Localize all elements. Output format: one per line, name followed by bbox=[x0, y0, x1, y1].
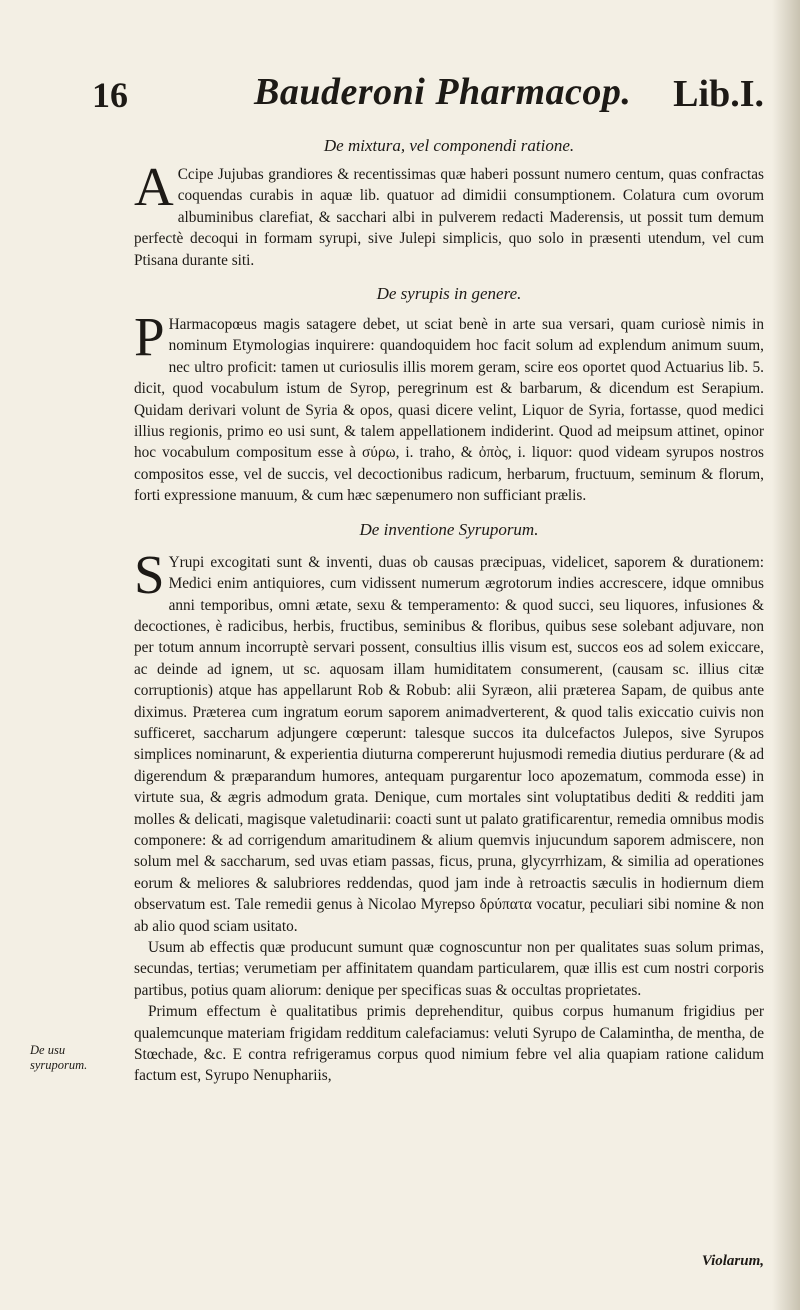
page-edge-shadow bbox=[772, 0, 800, 1310]
section-heading-mixtura: De mixtura, vel componendi ratione. bbox=[323, 136, 575, 155]
chapter-label: Lib.I. bbox=[673, 73, 764, 115]
drop-cap: P bbox=[134, 306, 165, 368]
text-body bbox=[134, 134, 764, 1087]
paragraph-syrupis bbox=[134, 306, 764, 507]
paragraph-text: Yrupi excogitati sunt & inventi, duas ob causas præcipuas, videlicet, saporem & durationem: Medici enim antiquiores, cum vidissent numerum ægrotorum indies accrescere, idque omnibus anni temporibus, omni ætate, sexu & temperamento: & quod succi, seu liquores, infusiones & decoctiones, è radicibus, herbis, fructibus, seminibus & floribus, quibus sese solebant adjuvare, non per totum annum incorruptè servari possent, consultius illis visum est, succos eos ad solem exiccare, ac deinde ad ignem, ut sc. aquosam illam humiditatem consumerent, (causam sc. illius citæ corruptionis) atque has appellarunt Rob & Robub: alii Syræon, alii præterea Sapam, de quibus ante diximus. Præterea cum ingratum eorum saporem animadverterent, & quod talis exiccatio cuivis non sufficeret, saccharum adjungere cœperunt: talesque succos ita dulcefactos Julepos, sive Syrupos simplices nominarunt, & experientia diuturna compererunt hujusmodi remedia diutius perdurare (& ad digerendum & præparandum humores, antequam purgarentur loco apozematum, commoda esse) in virtute sua, & ægris admodum grata. Denique, cum mortales sint voluptatibus dediti & redditi jam molles & delicati, magisque valetudinarii: coacti sunt ut palato gratificarentur, remedia omnibus modis componere: & ad corrigendum amaritudinem & alium quemvis injucundum saporem admiscere, non solum mel & saccharum, sed uvas etiam passas, ficus, pruna, glycyrrhizam, & similia ad operationes eorum & meliores & salubriores reddendas, quod jam inde à retroactis sæculis in hodiernum diem observatum est. Tale remedii genus à Nicolao Myrepso δρύπατα vocatur, peculiari sibi nomine & non ab alio quod sciam usitato. bbox=[134, 553, 764, 935]
paragraph-text: Harmacopœus magis satagere debet, ut sciat benè in arte sua versari, quam curiosè nimis in nominum Etymologias inquirere: quandoquidem hoc facit solum ad explendum animum suum, nec ultro proficit: tamen ut curiosulis illis morem geram, scire eos oportet quod Actuarius lib. 5. dicit, quod vocabulum istum de Syrop, peregrinum est & barbarum, & dicendum est Serapium. Quidam derivari volunt de Syria & opos, quasi dicere velint, Liquor de Syria, fortasse, quod medici illius regionis, primo eo usi sunt, & talem appellationem indiderint. Quod ad meipsum attinet, opinor hoc vocabulum compositum esse à σύρω, i. traho, & ὀπὸς, i. liquor: quod videam syrupos nostros compositos esse, vel de succis, vel decoctionibus radicum, herbarum, fructuum, seminum & florum, forti expressione manuum, & cum hæc sæpenumero non sufficiant prælis. bbox=[134, 316, 764, 505]
page-number: 16 bbox=[92, 75, 128, 115]
section-heading-syrupis: De syrupis in genere. bbox=[376, 284, 522, 304]
running-title: Bauderoni Pharmacop. bbox=[254, 71, 632, 113]
paragraph-inventione bbox=[134, 543, 764, 937]
paragraph-mixtura bbox=[134, 156, 764, 271]
page-header bbox=[92, 70, 764, 122]
section-heading-inventione: De inventione Syruporum. bbox=[359, 519, 539, 539]
paragraph-usum: Usum ab effectis quæ producunt sumunt quæ cognoscuntur non per qualitates suas solum primas, secundas, tertias; verumetiam per affinitatem quandam particularem, quæ illis est cum nostri corporis partibus, potius quam aliorum: denique per specificas suas & occultas proprietates. bbox=[134, 939, 764, 999]
drop-cap: A bbox=[134, 156, 174, 217]
paragraph-primum: Primum effectum è qualitatibus primis deprehenditur, quibus corpus humanum frigidius per qualemcunque materiam frigidam redditum calefaciamus: veluti Syrupo de Calamintha, de mentha, de Stœchade, &c. E contra refrigeramus corpus quod nimium febre vel alia quapiam ratione calidum factum est, Syrupo Nenuphariis, bbox=[134, 1003, 764, 1085]
drop-cap: S bbox=[134, 543, 165, 605]
margin-note: De usu syruporum. bbox=[30, 1043, 88, 1072]
catchword: Violarum, bbox=[701, 1253, 764, 1269]
paragraph-text: Ccipe Jujubas grandiores & recentissimas quæ haberi possunt numero centum, quas confractas coquendas curabis in aquæ lib. quatuor ad dimidii consumptionem. Colatura cum ovorum albuminibus clarefiat, & sacchari albi in pulverem redacti Maderensis, ut possit tum demum perfectè decoqui in formam syrupi, sive Julepi simplicis, quo solo in præsenti utendum, vel cum Ptisana durante siti. bbox=[134, 166, 764, 269]
